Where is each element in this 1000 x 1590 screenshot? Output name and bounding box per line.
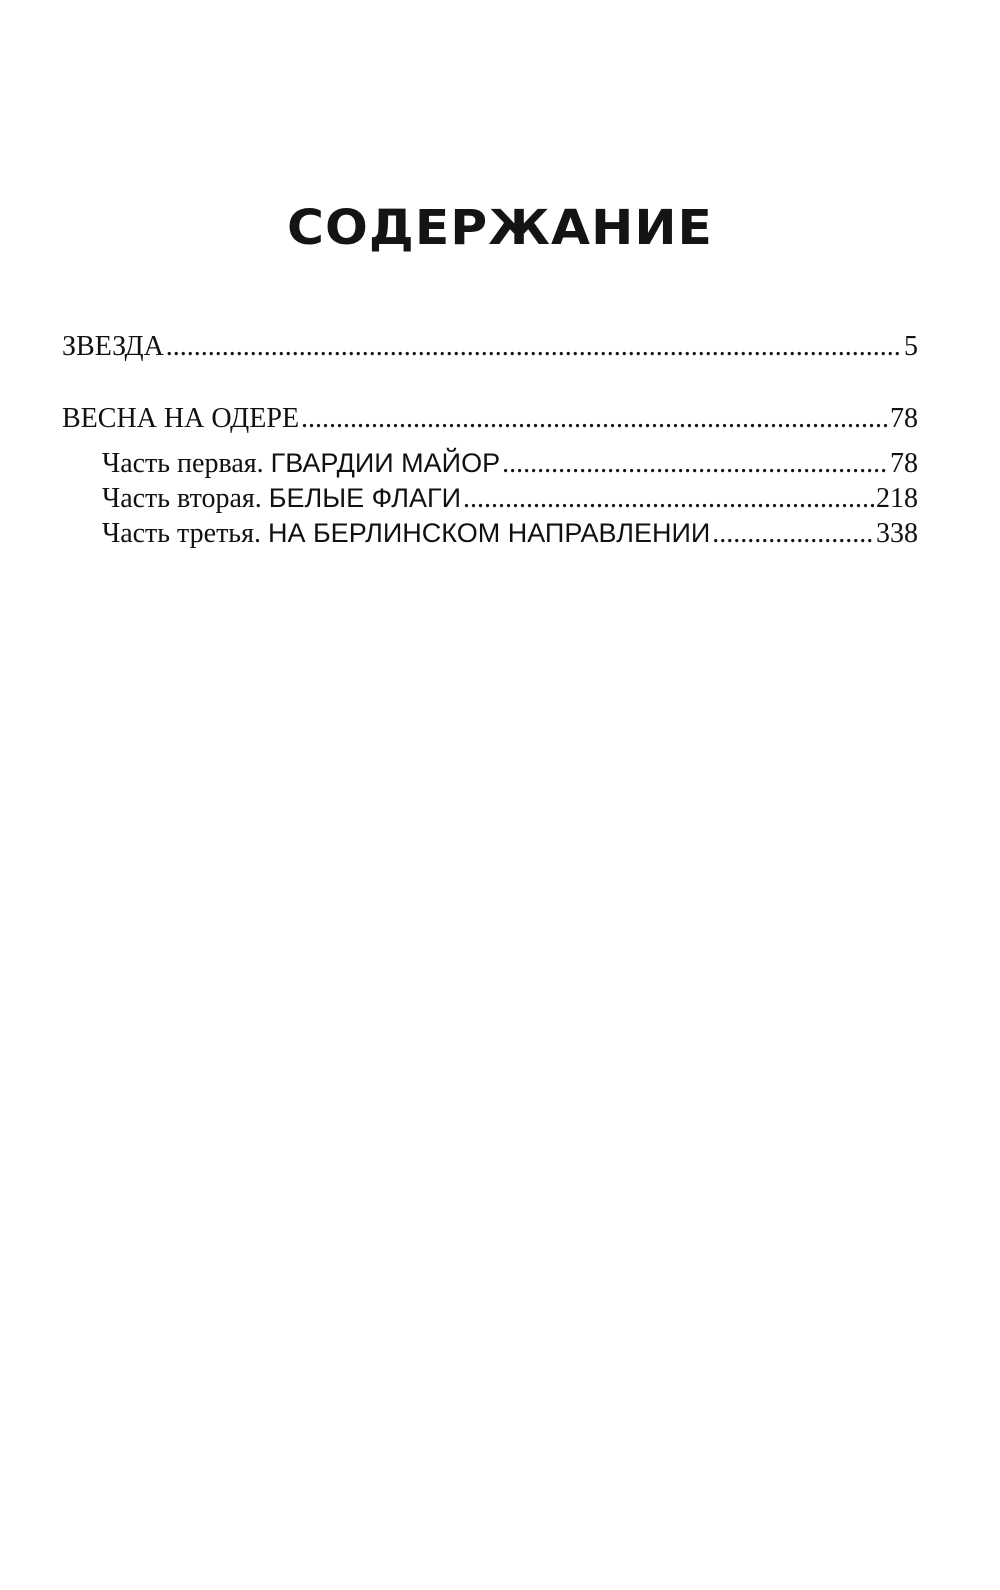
toc-subentry-prefix: Часть вторая. <box>102 483 262 514</box>
toc-subentry-prefix: Часть третья. <box>102 518 261 549</box>
toc-entry-zvezda <box>62 330 918 364</box>
toc-subentry-title: БЕЛЫЕ ФЛАГИ <box>268 483 462 513</box>
toc-entry-title: ВЕСНА НА ОДЕРЕ <box>62 403 300 434</box>
toc-subentry-prefix: Часть первая. <box>102 448 264 479</box>
toc-subentries <box>62 446 918 551</box>
toc-subentry-page: 338 <box>876 518 918 549</box>
dot-leader <box>463 482 874 516</box>
toc-subentry-part-3 <box>62 516 918 551</box>
toc-subentry-part-2 <box>62 481 918 516</box>
toc-subentry-page: 78 <box>890 448 918 479</box>
toc-subentry-page: 218 <box>876 483 918 514</box>
table-of-contents <box>62 330 918 551</box>
toc-entry-page: 78 <box>890 403 918 434</box>
dot-leader <box>301 402 888 436</box>
toc-entry-title: ЗВЕЗДА <box>62 331 164 362</box>
page-title: СОДЕРЖАНИЕ <box>286 200 714 256</box>
dot-leader <box>166 330 902 364</box>
toc-subentry-title: НА БЕРЛИНСКОМ НАПРАВЛЕНИИ <box>267 518 711 548</box>
dot-leader <box>502 447 888 481</box>
toc-subentry-title: ГВАРДИИ МАЙОР <box>270 448 501 478</box>
toc-subentry-part-1 <box>62 446 918 481</box>
dot-leader <box>712 517 874 551</box>
toc-entry-page: 5 <box>904 331 918 362</box>
toc-entry-vesna-na-odere <box>62 402 918 436</box>
